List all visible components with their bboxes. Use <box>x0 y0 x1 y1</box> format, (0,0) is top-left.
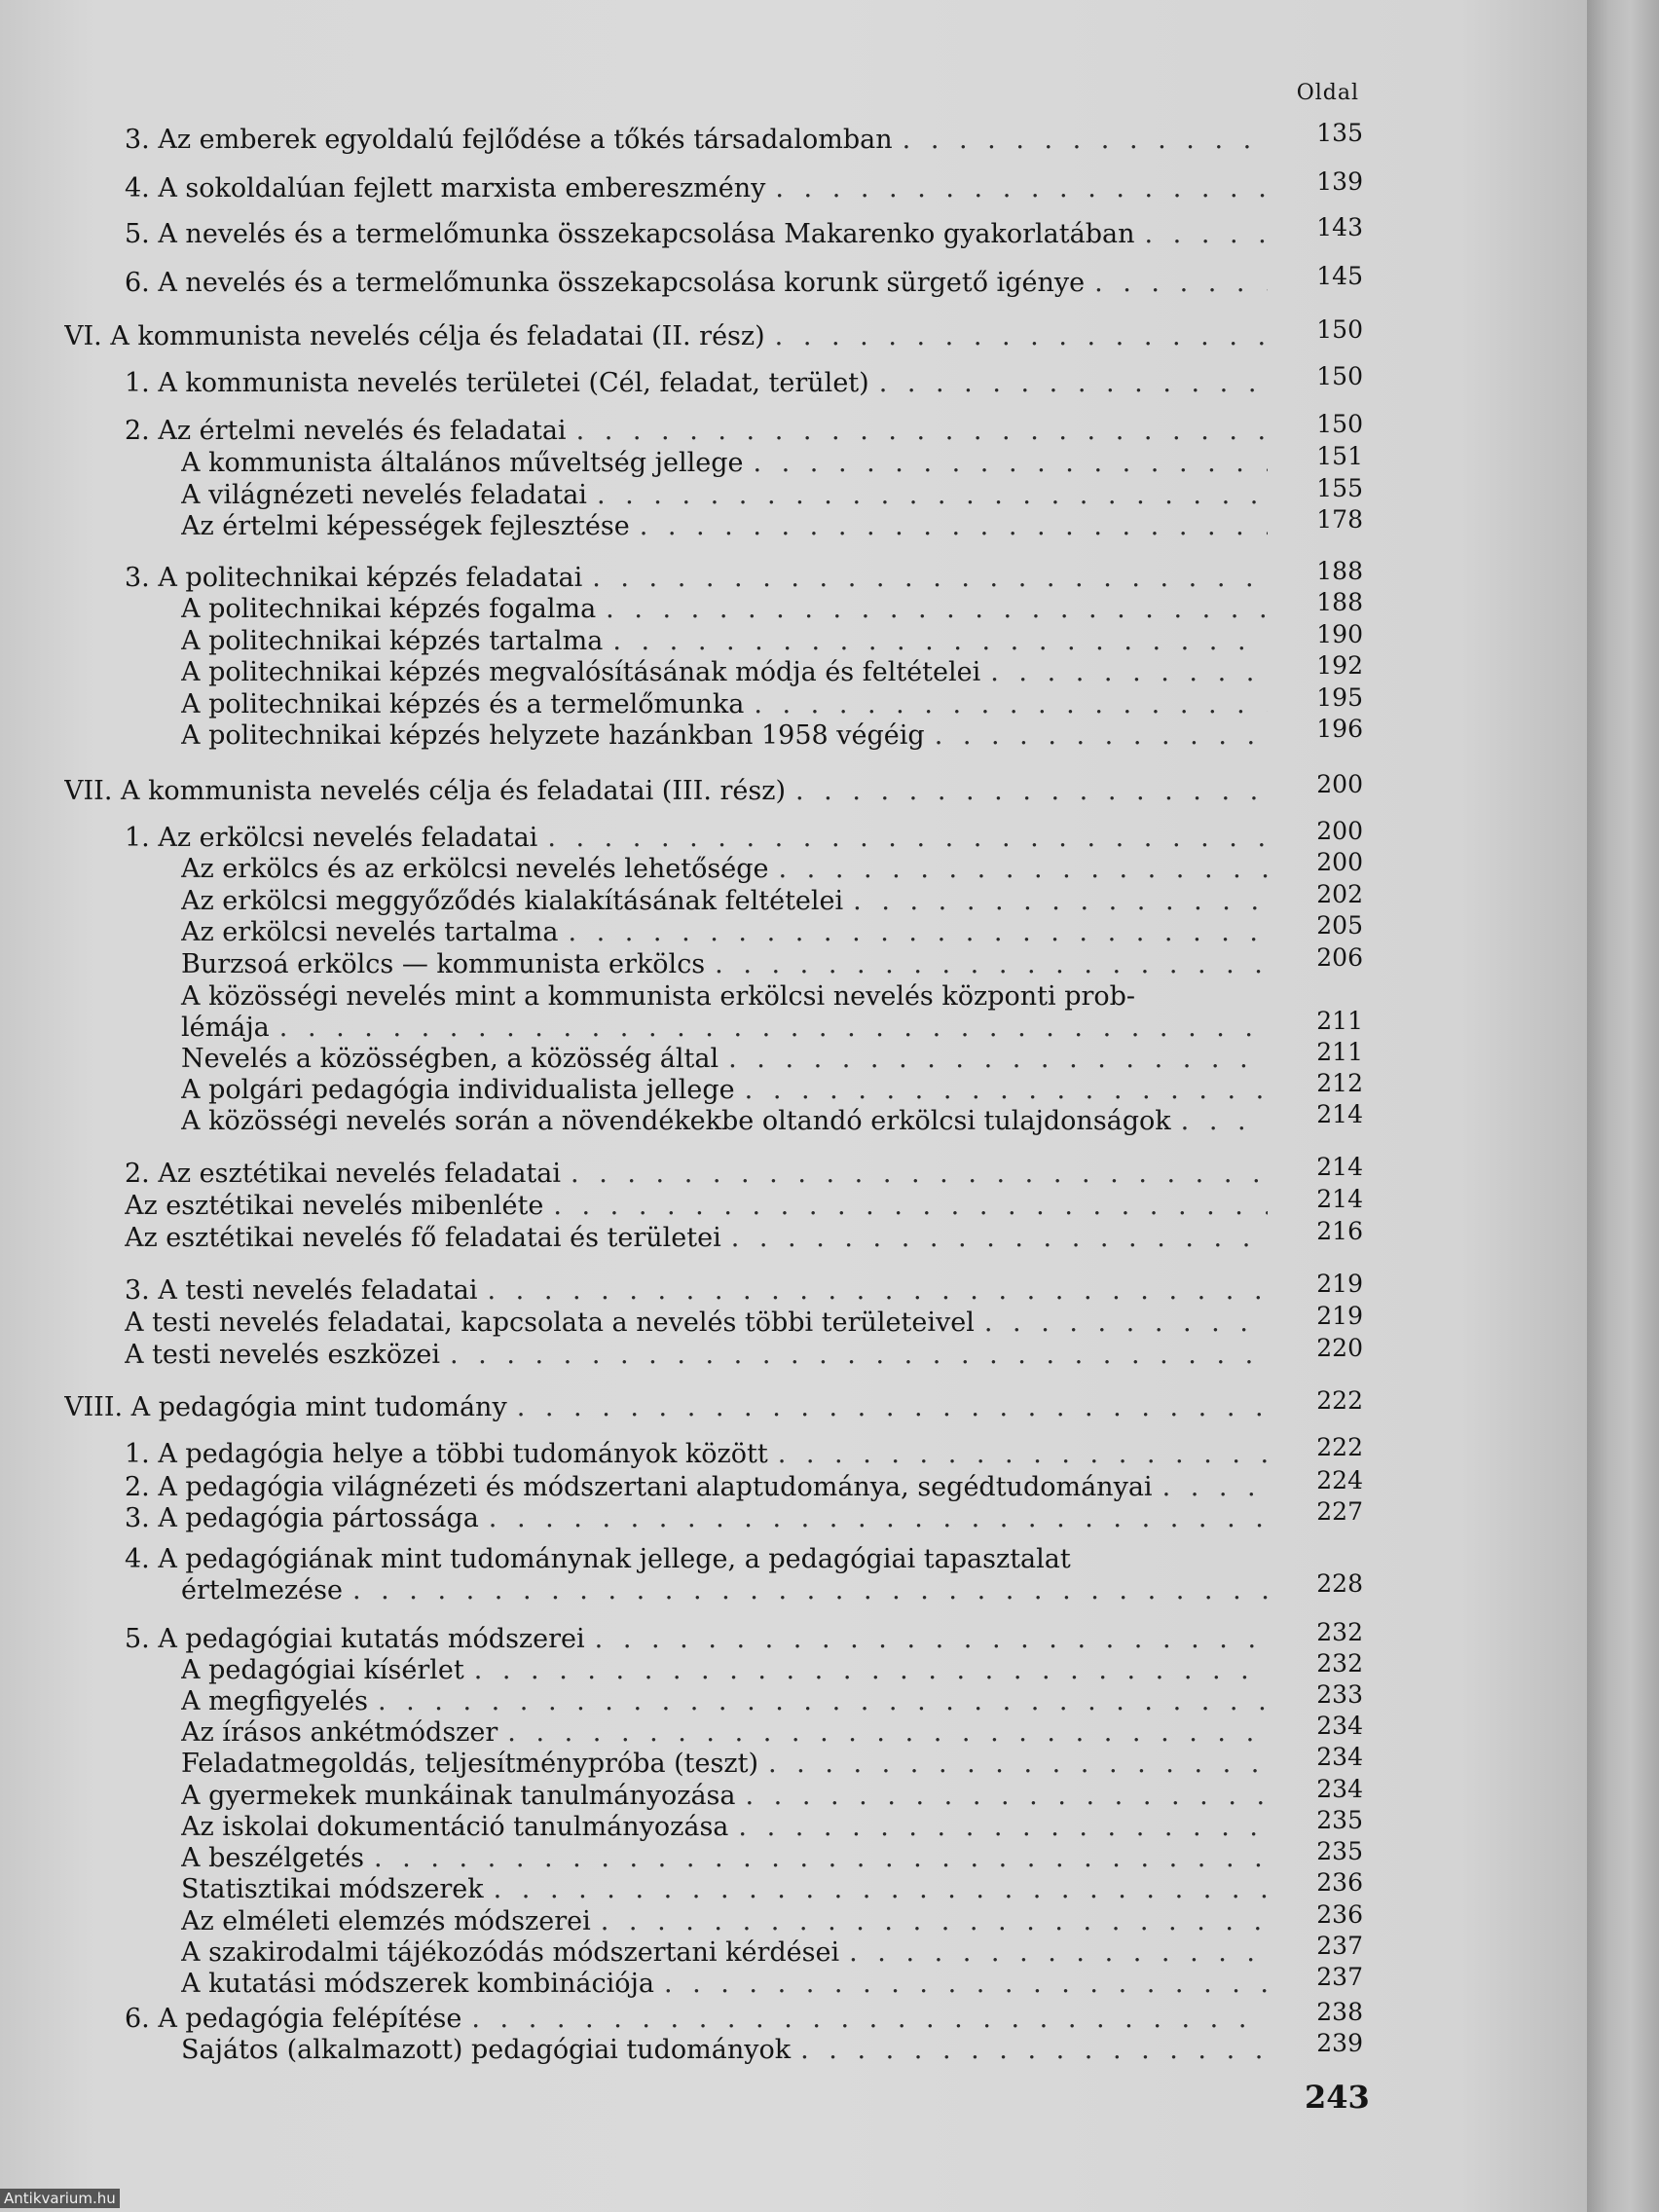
toc-page-number: 234 <box>1316 1712 1363 1740</box>
leader-dots <box>800 2035 1268 2065</box>
toc-entry <box>181 1749 1275 1782</box>
toc-page-number: 214 <box>1316 1100 1363 1128</box>
toc-entry <box>125 1308 1275 1341</box>
toc-page-number: 135 <box>1316 119 1363 147</box>
toc-entry <box>181 480 1275 513</box>
leader-dots <box>606 594 1268 624</box>
toc-entry <box>181 886 1275 919</box>
leader-dots <box>592 563 1268 593</box>
toc-entry <box>181 1781 1275 1814</box>
leader-dots <box>778 1439 1268 1469</box>
toc-page-number: 235 <box>1316 1837 1363 1865</box>
leader-dots <box>568 917 1268 947</box>
toc-page-number: 211 <box>1316 1007 1363 1035</box>
toc-page-number: 212 <box>1316 1069 1363 1097</box>
toc-entry <box>181 1843 1275 1876</box>
leader-dots <box>378 1686 1268 1716</box>
toc-entry-continuation: értelmezése <box>181 1575 343 1605</box>
leader-dots <box>489 1503 1268 1533</box>
leader-dots <box>738 1812 1268 1842</box>
toc-entry-text: 3. Az emberek egyoldalú fejlődése a tőkés társadalomban <box>125 125 893 155</box>
toc-page-number: 219 <box>1316 1302 1363 1330</box>
toc-page-number: 234 <box>1316 1743 1363 1771</box>
toc-entry-text: VI. A kommunista nevelés célja és feladatai (II. rész) <box>64 321 765 351</box>
toc-entry <box>125 173 1275 206</box>
toc-entry-text: 6. A pedagógia felépítése <box>125 2004 462 2034</box>
toc-page-number: 214 <box>1316 1185 1363 1213</box>
toc-entry <box>125 1275 1275 1309</box>
toc-page-number: 195 <box>1316 683 1363 712</box>
toc-entry <box>125 1191 1275 1224</box>
leader-dots <box>768 1749 1268 1779</box>
toc-entry-text: 4. A sokoldalúan fejlett marxista embereszmény <box>125 173 766 203</box>
toc-entry <box>181 1044 1275 1077</box>
leader-dots <box>664 1969 1268 1999</box>
toc-page-number: 192 <box>1316 651 1363 680</box>
toc-entry-text: A politechnikai képzés megvalósításának módja és feltételei <box>181 657 981 687</box>
leader-dots <box>1162 1472 1268 1502</box>
toc-entry <box>181 949 1275 982</box>
page-column-label: Oldal <box>1296 81 1359 105</box>
toc-entry-text: A világnézeti nevelés feladatai <box>181 480 587 510</box>
leader-dots <box>553 1191 1268 1221</box>
toc-entry <box>181 917 1275 950</box>
leader-dots <box>450 1340 1268 1370</box>
toc-page-number: 222 <box>1316 1433 1363 1461</box>
toc-entry <box>181 1874 1275 1907</box>
toc-entry-text: 1. A pedagógia helye a többi tudományok között <box>125 1439 768 1469</box>
toc-entry <box>125 368 1275 401</box>
leader-dots <box>775 321 1268 351</box>
toc-entry <box>181 1686 1275 1719</box>
toc-entry-text: A kutatási módszerek kombinációja <box>181 1969 654 1999</box>
toc-page-number: 220 <box>1316 1334 1363 1362</box>
toc-page-number: 188 <box>1316 557 1363 585</box>
toc-page-number: 202 <box>1316 880 1363 908</box>
toc-page-number: 236 <box>1316 1900 1363 1929</box>
toc-entry-text: Az elméleti elemzés módszerei <box>181 1906 591 1936</box>
toc-entry-text: Az esztétikai nevelés fő feladatai és területei <box>125 1223 721 1253</box>
toc-entry-text: Az iskolai dokumentáció tanulmányozása <box>181 1812 729 1842</box>
toc-page-number: 150 <box>1316 410 1363 438</box>
toc-page-number: 145 <box>1316 262 1363 290</box>
toc-page-number: 196 <box>1316 715 1363 743</box>
toc-page-number: 150 <box>1316 315 1363 344</box>
leader-dots <box>779 854 1269 884</box>
toc-page-number: 139 <box>1316 167 1363 196</box>
book-spine <box>1587 0 1659 2212</box>
leader-dots <box>571 1159 1268 1189</box>
toc-entry <box>181 1812 1275 1845</box>
leader-dots <box>640 511 1268 541</box>
toc-entry <box>125 2004 1275 2037</box>
toc-entry <box>64 321 1275 354</box>
toc-entry <box>125 125 1275 158</box>
toc-entry <box>125 1439 1275 1472</box>
toc-entry <box>125 1340 1275 1373</box>
toc-entry <box>64 1392 1275 1425</box>
toc-entry-text: A közösségi nevelés mint a kommunista erkölcsi nevelés központi prob- <box>181 981 1136 1012</box>
toc-entry-text: 3. A pedagógia pártossága <box>125 1503 479 1533</box>
toc-entry-text: A politechnikai képzés helyzete hazánkban 1958 végéig <box>181 720 925 751</box>
toc-entry-text: 2. Az értelmi nevelés és feladatai <box>125 416 567 446</box>
toc-page-number: 216 <box>1316 1217 1363 1245</box>
leader-dots <box>507 1717 1268 1748</box>
leader-dots <box>474 1655 1268 1685</box>
toc-page-number: 200 <box>1316 817 1363 845</box>
leader-dots <box>728 1044 1268 1074</box>
toc-page-number: 143 <box>1316 213 1363 241</box>
toc-entry-text: A pedagógiai kísérlet <box>181 1655 464 1685</box>
toc-entry-text: Burzsoá erkölcs — kommunista erkölcs <box>181 949 706 979</box>
leader-dots <box>576 416 1268 446</box>
toc-page-number: 227 <box>1316 1497 1363 1526</box>
toc-entry-text: Sajátos (alkalmazott) pedagógiai tudományok <box>181 2035 792 2065</box>
toc-entry <box>181 626 1275 659</box>
leader-dots <box>494 1874 1268 1904</box>
leader-dots <box>597 480 1268 510</box>
toc-entry <box>125 1624 1275 1657</box>
toc-entry-text: 1. Az erkölcsi nevelés feladatai <box>125 823 538 853</box>
toc-entry-text: A kommunista általános műveltség jellege <box>181 448 744 478</box>
toc-page-number: 155 <box>1316 474 1363 502</box>
leader-dots <box>547 823 1268 853</box>
toc-page-number: 237 <box>1316 1963 1363 1991</box>
toc-entry-text: A testi nevelés eszközei <box>125 1340 440 1370</box>
toc-page-number: 206 <box>1316 943 1363 972</box>
toc-entry-text: Az erkölcsi meggyőződés kialakításának feltételei <box>181 886 844 916</box>
leader-dots <box>849 1937 1268 1968</box>
toc-entry-text: 2. A pedagógia világnézeti és módszertani alaptudománya, segédtudományai <box>125 1472 1153 1502</box>
toc-page-number: 228 <box>1316 1569 1363 1598</box>
toc-entry-text: A politechnikai képzés tartalma <box>181 626 604 656</box>
toc-entry <box>181 1937 1275 1971</box>
toc-entry-text: A testi nevelés feladatai, kapcsolata a nevelés többi területeivel <box>125 1308 975 1338</box>
leader-dots <box>1181 1106 1268 1136</box>
leader-dots <box>1145 219 1269 249</box>
leader-dots <box>903 125 1268 155</box>
toc-page-number: 211 <box>1316 1038 1363 1066</box>
leader-dots <box>279 1013 1268 1043</box>
toc-page-number: 232 <box>1316 1649 1363 1677</box>
toc-entry-text: Statisztikai módszerek <box>181 1874 484 1904</box>
toc-entry <box>181 1906 1275 1939</box>
toc-entry-text: 1. A kommunista nevelés területei (Cél, feladat, terület) <box>125 368 869 398</box>
toc-entry-text: A gyermekek munkáinak tanulmányozása <box>181 1781 736 1811</box>
leader-dots <box>731 1223 1268 1253</box>
leader-dots <box>984 1308 1268 1338</box>
toc-entry <box>181 1655 1275 1688</box>
leader-dots <box>595 1624 1268 1654</box>
toc-page-number: 235 <box>1316 1806 1363 1834</box>
toc-entry-text: A polgári pedagógia individualista jellege <box>181 1075 735 1105</box>
toc-entry <box>181 594 1275 627</box>
toc-entry-text: 3. A testi nevelés feladatai <box>125 1275 478 1306</box>
leader-dots <box>601 1906 1268 1936</box>
toc-entry-text: Az értelmi képességek fejlesztése <box>181 511 630 541</box>
toc-page-number: 236 <box>1316 1868 1363 1897</box>
toc-entry <box>125 823 1275 856</box>
toc-entry <box>125 416 1275 449</box>
toc-entry <box>125 1503 1275 1536</box>
toc-entry <box>125 1223 1275 1256</box>
leader-dots <box>746 1781 1268 1811</box>
leader-dots <box>488 1275 1269 1306</box>
leader-dots <box>374 1843 1268 1873</box>
toc-entry-text: Az erkölcsi nevelés tartalma <box>181 917 559 947</box>
toc-entry <box>181 1969 1275 2002</box>
toc-entry <box>181 1575 1275 1608</box>
leader-dots <box>471 2004 1268 2034</box>
toc-entry-text: 6. A nevelés és a termelőmunka összekapcsolása korunk sürgető igénye <box>125 268 1086 298</box>
toc-entry-text: VIII. A pedagógia mint tudomány <box>64 1392 507 1422</box>
leader-dots <box>990 657 1268 687</box>
toc-entry-text: A szakirodalmi tájékozódás módszertani kérdései <box>181 1937 840 1968</box>
toc-entry-text: Az esztétikai nevelés mibenléte <box>125 1191 544 1221</box>
leader-dots <box>754 689 1268 719</box>
toc-page-number: 219 <box>1316 1270 1363 1298</box>
toc-entry-continuation: lémája <box>181 1013 270 1043</box>
toc-page-number: 239 <box>1316 2029 1363 2057</box>
leader-dots <box>352 1575 1268 1605</box>
toc-page-number: 224 <box>1316 1466 1363 1494</box>
toc-entry <box>125 1472 1275 1505</box>
toc-entry <box>125 563 1275 596</box>
leader-dots <box>775 173 1268 203</box>
toc-page-number: 233 <box>1316 1680 1363 1709</box>
toc-entry <box>181 720 1275 754</box>
toc-entry <box>181 657 1275 690</box>
toc-entry-text: Nevelés a közösségben, a közösség által <box>181 1044 719 1074</box>
toc-page-number: 151 <box>1316 442 1363 470</box>
leader-dots <box>1094 268 1268 298</box>
toc-entry-text: A megfigyelés <box>181 1686 368 1716</box>
toc-page-number: 200 <box>1316 848 1363 876</box>
toc-page-number: 232 <box>1316 1618 1363 1646</box>
toc-page-number: 234 <box>1316 1775 1363 1803</box>
toc-entry <box>181 2035 1275 2068</box>
toc-entry-text: 2. Az esztétikai nevelés feladatai <box>125 1159 562 1189</box>
toc-entry-text: 5. A pedagógiai kutatás módszerei <box>125 1624 585 1654</box>
toc-entry <box>181 511 1275 544</box>
watermark: Antikvarium.hu <box>0 2189 120 2208</box>
toc-entry <box>181 448 1275 481</box>
leader-dots <box>753 448 1268 478</box>
toc-entry-text: A politechnikai képzés és a termelőmunka <box>181 689 745 719</box>
toc-entry <box>181 1717 1275 1751</box>
toc-page-number: 238 <box>1316 1998 1363 2026</box>
toc-page-number: 222 <box>1316 1386 1363 1415</box>
leader-dots <box>795 776 1268 806</box>
toc-entry-text: 5. A nevelés és a termelőmunka összekapcsolása Makarenko gyakorlatában <box>125 219 1135 249</box>
toc-entry <box>181 1075 1275 1108</box>
toc-entry-text: 4. A pedagógiának mint tudománynak jellege, a pedagógiai tapasztalat <box>125 1544 1071 1574</box>
toc-entry-text: A beszélgetés <box>181 1843 364 1873</box>
leader-dots <box>879 368 1268 398</box>
toc-entry <box>181 689 1275 722</box>
toc-entry <box>125 219 1275 252</box>
toc-page-number: 178 <box>1316 505 1363 534</box>
toc-page-number: 237 <box>1316 1932 1363 1960</box>
toc-entry-text: VII. A kommunista nevelés célja és feladatai (III. rész) <box>64 776 786 806</box>
toc-entry <box>181 1013 1275 1046</box>
leader-dots <box>853 886 1268 916</box>
toc-page-number: 205 <box>1316 911 1363 940</box>
toc-entry <box>181 854 1275 887</box>
toc-entry <box>181 1106 1275 1139</box>
toc-entry-text: Az erkölcs és az erkölcsi nevelés lehetősége <box>181 854 769 884</box>
toc-entry <box>125 268 1275 301</box>
leader-dots <box>715 949 1268 979</box>
toc-entry-text: 3. A politechnikai képzés feladatai <box>125 563 583 593</box>
leader-dots <box>612 626 1268 656</box>
toc-page-number: 188 <box>1316 588 1363 616</box>
toc-entry <box>64 776 1275 809</box>
toc-page-number: 150 <box>1316 362 1363 390</box>
toc-entry-text: A közösségi nevelés során a növendékekbe oltandó erkölcsi tulajdonságok <box>181 1106 1171 1136</box>
toc-page-number: 200 <box>1316 770 1363 798</box>
toc-entry-text: A politechnikai képzés fogalma <box>181 594 597 624</box>
toc-entry-text: Feladatmegoldás, teljesítménypróba (teszt) <box>181 1749 758 1779</box>
toc-page-number: 214 <box>1316 1153 1363 1181</box>
toc-entry-text: Az írásos ankétmódszer <box>181 1717 498 1748</box>
toc-entry <box>125 1159 1275 1192</box>
page-number: 243 <box>1305 2079 1370 2116</box>
leader-dots <box>745 1075 1268 1105</box>
leader-dots <box>935 720 1268 751</box>
leader-dots <box>517 1392 1268 1422</box>
toc-page-number: 190 <box>1316 620 1363 648</box>
